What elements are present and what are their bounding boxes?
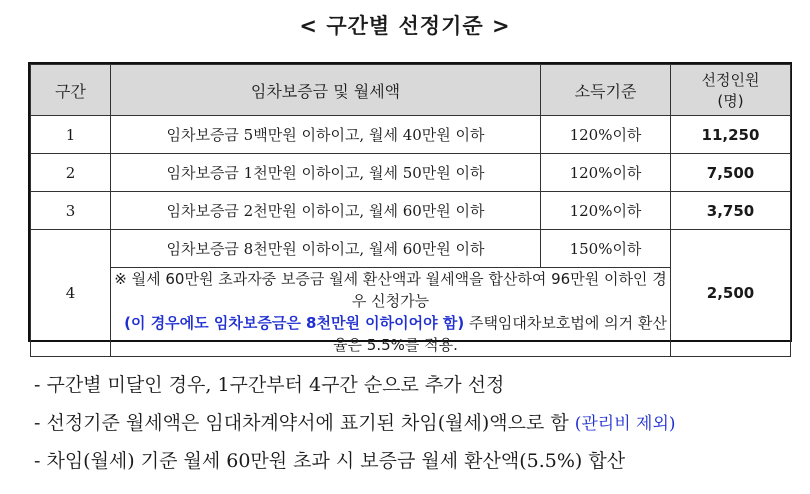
- header-count-unit: (명): [717, 92, 744, 110]
- row-condition: 임차보증금 1천만원 이하이고, 월세 50만원 이하: [111, 154, 541, 192]
- footnote-text: - 구간별 미달인 경우, 1구간부터 4구간 순으로 추가 선정: [34, 374, 505, 396]
- note-line-1: ※ 월세 60만원 초과자중 보증금 월세 환산액과 월세액을 합산하여 96만원 이하인 경우 신청가능: [114, 270, 667, 310]
- header-section: 구간: [31, 65, 111, 116]
- row-section: 4: [31, 230, 111, 357]
- footnote-item: [34, 404, 804, 442]
- footnote-text: - 차임(월세) 기준 월세 60만원 초과 시 보증금 월세 환산액(5.5%) 합산: [34, 450, 626, 472]
- selection-criteria-table: [30, 64, 791, 357]
- footnote-highlight: (관리비 제외): [574, 414, 676, 434]
- header-count: [671, 65, 791, 116]
- header-income: 소득기준: [541, 65, 671, 116]
- table-row: [31, 116, 791, 154]
- note-line-2: [111, 312, 670, 356]
- row-count: 2,500: [671, 230, 791, 357]
- header-count-label: 선정인원: [701, 71, 760, 89]
- row-section: 2: [31, 154, 111, 192]
- page-title: < 구간별 선정기준 >: [299, 14, 511, 38]
- footnote-item: [34, 366, 804, 404]
- table-header-row: [31, 65, 791, 116]
- row-section: 3: [31, 192, 111, 230]
- footnotes: [34, 366, 804, 480]
- row-income: 120%이하: [541, 154, 671, 192]
- row-condition: 임차보증금 5백만원 이하이고, 월세 40만원 이하: [111, 116, 541, 154]
- table-row: [31, 154, 791, 192]
- row-income: 150%이하: [541, 230, 671, 268]
- row-condition: 임차보증금 2천만원 이하이고, 월세 60만원 이하: [111, 192, 541, 230]
- table-note: [111, 268, 671, 357]
- row-income: 120%이하: [541, 192, 671, 230]
- note-line-2-rest: 주택임대차보호법에 의거 환산율은 5.5%를 적용.: [333, 314, 667, 354]
- row-condition: 임차보증금 8천만원 이하이고, 월세 60만원 이하: [111, 230, 541, 268]
- row-count: 7,500: [671, 154, 791, 192]
- table-row: [31, 230, 791, 268]
- note-highlight: (이 경우에도 임차보증금은 8천만원 이하이어야 함): [124, 314, 465, 332]
- footnote-item: [34, 442, 804, 480]
- row-section: 1: [31, 116, 111, 154]
- row-income: 120%이하: [541, 116, 671, 154]
- row-count: 3,750: [671, 192, 791, 230]
- footnote-text: - 선정기준 월세액은 임대차계약서에 표기된 차임(월세)액으로 함: [34, 412, 575, 434]
- row-count: 11,250: [671, 116, 791, 154]
- header-deposit-rent: 임차보증금 및 월세액: [111, 65, 541, 116]
- table-row: [31, 192, 791, 230]
